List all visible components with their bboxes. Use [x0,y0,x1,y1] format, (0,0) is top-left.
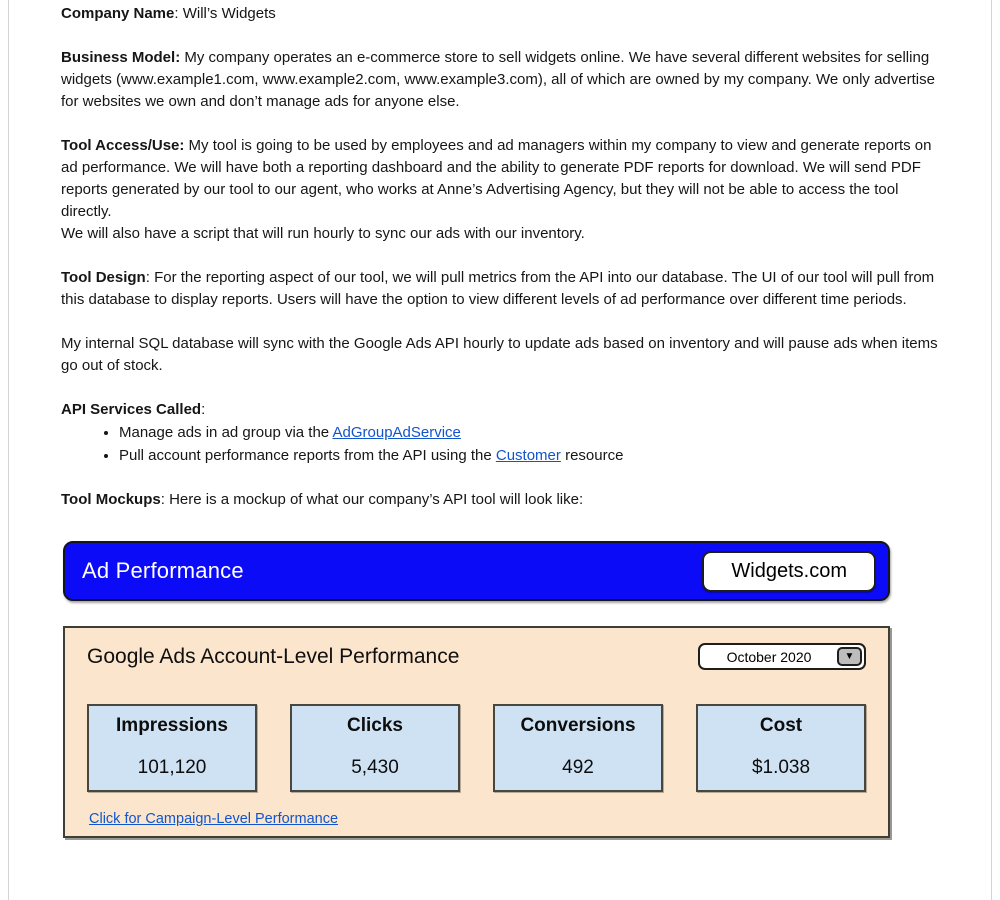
tool-access-label: Tool Access/Use: [61,137,185,154]
account-performance-panel [63,626,890,838]
chevron-down-icon: ▼ [844,650,855,662]
company-name-label: Company Name [61,5,175,22]
dropdown-arrow-button[interactable] [837,647,862,666]
metric-value: 101,120 [137,757,207,778]
bullet-text: Manage ads in ad group via the [119,424,333,441]
tool-design-paragraph [61,267,939,311]
list-item [119,421,939,444]
metric-card-cost [696,704,866,792]
tool-design-label: Tool Design [61,269,146,286]
metric-card-conversions [493,704,663,792]
month-dropdown-value: October 2020 [726,648,812,665]
api-services-label: API Services Called [61,401,202,418]
mockup-header-title: Ad Performance [82,558,244,583]
metric-label: Conversions [520,715,636,736]
list-item [119,444,939,467]
business-model-text: My company operates an e-commerce store to sell widgets online. We have several different websites for selling widgets (www.example1.com, www.example2.com, www.example3.com), all of which are owned by my company. We only advertise for websites we own and don’t manage ads for anyone else. [61,49,935,110]
metric-value: 492 [562,757,594,778]
sql-sync-paragraph [61,333,939,377]
bullet-text: resource [560,447,624,464]
bullet-text: Pull account performance reports from the API using the [119,447,496,464]
company-name-value: : Will’s Widgets [174,5,276,22]
metric-value: $1.038 [751,757,811,778]
widgets-site-button[interactable]: Widgets.com [702,551,876,592]
document-page [8,0,992,900]
mockup-header-bar [63,541,890,601]
business-model-paragraph [61,47,939,113]
tool-access-line2: We will also have a script that will run hourly to sync our ads with our inventory. [61,225,585,242]
panel-header-row [87,643,866,670]
customer-resource-link[interactable]: Customer [495,447,561,464]
tool-mockups-label: Tool Mockups [61,491,161,508]
api-services-list [61,421,939,467]
tool-access-text: My tool is going to be used by employees and ad managers within my company to view and generate reports on ad performance. We will have both a reporting dashboard and the ability to generate PDF reports for download. We will send PDF reports generated by our tool to our agent, who works at Anne’s Advertising Agency, but they will not be able to access the tool directly. [61,137,932,220]
api-services-heading [61,399,939,421]
metric-label: Impressions [116,715,228,736]
api-services-colon: : [201,401,206,418]
panel-title: Google Ads Account-Level Performance [87,644,460,668]
month-dropdown[interactable] [698,643,866,670]
metric-label: Cost [759,715,803,736]
metric-cards-row [87,704,866,792]
campaign-level-link[interactable]: Click for Campaign-Level Performance [89,811,339,827]
metric-card-impressions [87,704,257,792]
adgroupadservice-link[interactable]: AdGroupAdService [332,424,461,441]
sql-sync-text: My internal SQL database will sync with the Google Ads API hourly to update ads based on inventory and will pause ads when items go out of stock. [61,335,938,374]
tool-mockups-text: : Here is a mockup of what our company’s API tool will look like: [160,491,584,508]
metric-value: 5,430 [351,757,399,778]
tool-design-text: : For the reporting aspect of our tool, we will pull metrics from the API into our database. The UI of our tool will pull from this database to display reports. Users will have the option to view different levels of ad performance over different time periods. [61,269,935,308]
business-model-label: Business Model: [61,49,181,66]
tool-access-paragraph [61,135,939,245]
metric-card-clicks [290,704,460,792]
company-name-line [61,3,939,25]
metric-label: Clicks [347,715,403,736]
tool-mockups-paragraph [61,489,939,511]
